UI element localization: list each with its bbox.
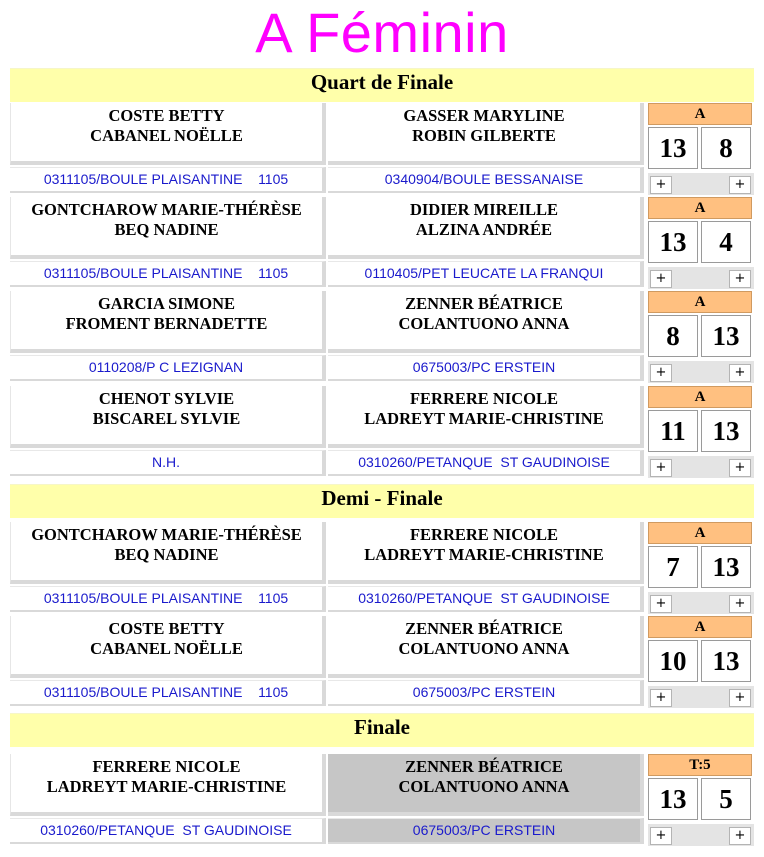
team-b-names — [328, 197, 644, 259]
score-team-b: 13 — [701, 546, 751, 588]
increment-team-b-button[interactable]: + — [729, 827, 751, 845]
score-controls — [648, 686, 754, 708]
team-b-club: 0310260/PETANQUE ST GAUDINOISE — [328, 586, 644, 612]
player-name: LADREYT MARIE-CHRISTINE — [364, 545, 604, 564]
team-a-names — [10, 754, 326, 816]
match — [10, 754, 754, 848]
score-team-a: 13 — [648, 127, 698, 169]
increment-team-a-button[interactable]: + — [650, 827, 672, 845]
section-header: Demi - Finale — [10, 484, 754, 518]
team-b-club: 0675003/PC ERSTEIN — [328, 355, 644, 381]
player-name: CABANEL NOËLLE — [90, 126, 243, 145]
section-header: Quart de Finale — [10, 68, 754, 102]
increment-team-b-button[interactable]: + — [729, 595, 751, 613]
score-controls — [648, 592, 754, 614]
score-panel — [648, 291, 754, 385]
court-label: A — [648, 386, 752, 408]
increment-team-b-button[interactable]: + — [729, 364, 751, 382]
page-title: A Féminin — [255, 1, 509, 64]
match — [10, 522, 754, 616]
player-name: CHENOT SYLVIE — [98, 389, 235, 408]
player-name: COLANTUONO ANNA — [398, 639, 570, 658]
score-team-a: 8 — [648, 315, 698, 357]
increment-team-a-button[interactable]: + — [650, 176, 672, 194]
player-name: COSTE BETTY — [108, 106, 225, 125]
team-a-names — [10, 197, 326, 259]
player-name: FERRERE NICOLE — [92, 757, 241, 776]
increment-team-b-button[interactable]: + — [729, 176, 751, 194]
section-header: Finale — [10, 713, 754, 747]
player-name: ROBIN GILBERTE — [412, 126, 556, 145]
increment-team-a-button[interactable]: + — [650, 689, 672, 707]
score-controls — [648, 361, 754, 383]
team-a-names — [10, 522, 326, 584]
score-team-a: 11 — [648, 410, 698, 452]
player-name: LADREYT MARIE-CHRISTINE — [46, 777, 287, 796]
increment-team-a-button[interactable]: + — [650, 364, 672, 382]
score-team-b: 4 — [701, 221, 751, 263]
team-b-names — [328, 386, 644, 448]
increment-team-b-button[interactable]: + — [729, 689, 751, 707]
team-b-names — [328, 291, 644, 353]
match — [10, 291, 754, 385]
court-label: A — [648, 197, 752, 219]
team-a-club: 0310260/PETANQUE ST GAUDINOISE — [10, 818, 326, 844]
player-name: BEQ NADINE — [114, 545, 219, 564]
match — [10, 616, 754, 710]
court-label: A — [648, 291, 752, 313]
team-b-club: 0675003/PC ERSTEIN — [328, 818, 644, 844]
score-team-a: 13 — [648, 221, 698, 263]
increment-team-a-button[interactable]: + — [650, 595, 672, 613]
score-panel — [648, 754, 754, 848]
score-team-b: 13 — [701, 315, 751, 357]
player-name: BISCAREL SYLVIE — [92, 409, 241, 428]
increment-team-a-button[interactable]: + — [650, 270, 672, 288]
score-controls — [648, 824, 754, 846]
increment-team-b-button[interactable]: + — [729, 459, 751, 477]
team-a-names — [10, 103, 326, 165]
player-name: GONTCHAROW MARIE-THÉRÈSE — [31, 525, 302, 544]
court-label: A — [648, 103, 752, 125]
player-name: FERRERE NICOLE — [409, 525, 559, 544]
team-b-club: 0340904/BOULE BESSANAISE — [328, 167, 644, 193]
score-panel — [648, 522, 754, 616]
score-controls — [648, 173, 754, 195]
score-controls — [648, 267, 754, 289]
player-name: ZENNER BÉATRICE — [405, 294, 563, 313]
player-name: ZENNER BÉATRICE — [405, 619, 563, 638]
team-b-names — [328, 616, 644, 678]
section-semi-final — [10, 484, 754, 710]
team-b-club: 0110405/PET LEUCATE LA FRANQUI — [328, 261, 644, 287]
court-label: A — [648, 522, 752, 544]
player-name: FERRERE NICOLE — [409, 389, 559, 408]
match — [10, 386, 754, 480]
team-b-names — [328, 522, 644, 584]
player-name: GONTCHAROW MARIE-THÉRÈSE — [31, 200, 302, 219]
section-final — [10, 713, 754, 855]
team-b-club: 0675003/PC ERSTEIN — [328, 680, 644, 706]
player-name: GASSER MARYLINE — [403, 106, 565, 125]
increment-team-b-button[interactable]: + — [729, 270, 751, 288]
player-name: GARCIA SIMONE — [97, 294, 236, 313]
score-panel — [648, 197, 754, 291]
player-name: ALZINA ANDRÉE — [415, 220, 553, 239]
team-a-club: N.H. — [10, 450, 326, 476]
team-b-club: 0310260/PETANQUE ST GAUDINOISE — [328, 450, 644, 476]
score-panel — [648, 386, 754, 480]
score-team-a: 7 — [648, 546, 698, 588]
increment-team-a-button[interactable]: + — [650, 459, 672, 477]
score-team-b: 5 — [701, 778, 751, 820]
player-name: LADREYT MARIE-CHRISTINE — [364, 409, 604, 428]
player-name: DIDIER MIREILLE — [409, 200, 559, 219]
team-b-names — [328, 103, 644, 165]
team-a-names — [10, 616, 326, 678]
court-label: T:5 — [648, 754, 752, 776]
player-name: ZENNER BÉATRICE — [405, 757, 563, 776]
player-name: COSTE BETTY — [108, 619, 225, 638]
score-controls — [648, 456, 754, 478]
player-name: BEQ NADINE — [114, 220, 219, 239]
team-a-club: 0311105/BOULE PLAISANTINE 1105 — [10, 586, 326, 612]
team-a-club: 0311105/BOULE PLAISANTINE 1105 — [10, 680, 326, 706]
player-name: COLANTUONO ANNA — [398, 314, 570, 333]
player-name: CABANEL NOËLLE — [90, 639, 243, 658]
match — [10, 197, 754, 291]
team-a-club: 0110208/P C LEZIGNAN — [10, 355, 326, 381]
section-quarter-final — [10, 68, 754, 476]
player-name: COLANTUONO ANNA — [398, 777, 570, 796]
score-team-b: 8 — [701, 127, 751, 169]
team-a-names — [10, 386, 326, 448]
match — [10, 103, 754, 197]
team-a-club: 0311105/BOULE PLAISANTINE 1105 — [10, 261, 326, 287]
score-team-b: 13 — [701, 640, 751, 682]
team-b-names — [328, 754, 644, 816]
score-team-b: 13 — [701, 410, 751, 452]
team-a-club: 0311105/BOULE PLAISANTINE 1105 — [10, 167, 326, 193]
score-team-a: 13 — [648, 778, 698, 820]
court-label: A — [648, 616, 752, 638]
score-panel — [648, 103, 754, 197]
score-panel — [648, 616, 754, 710]
player-name: FROMENT BERNADETTE — [65, 314, 268, 333]
team-a-names — [10, 291, 326, 353]
score-team-a: 10 — [648, 640, 698, 682]
